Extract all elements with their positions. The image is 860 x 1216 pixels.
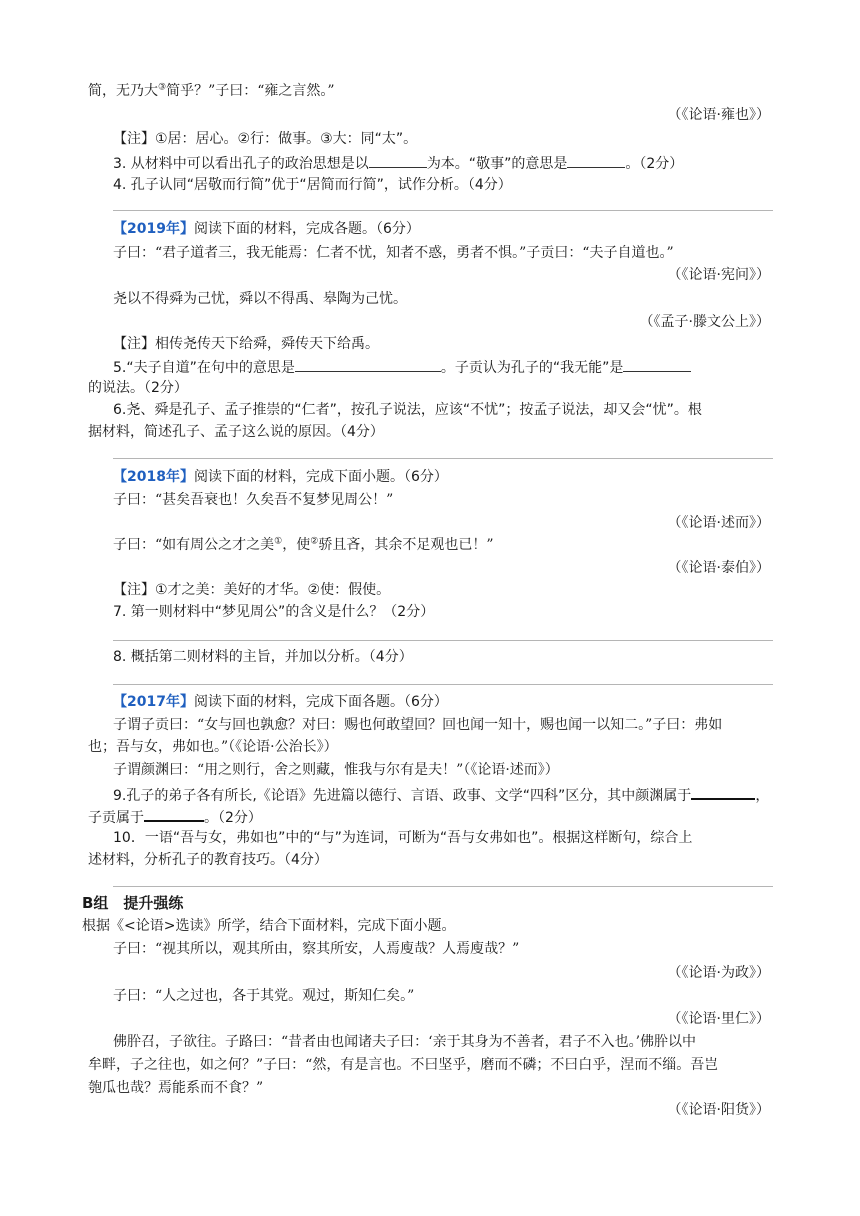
section-heading: B组 提升强练 [82, 894, 184, 912]
passage-line: 匏瓜也哉？焉能系而不食？” [88, 1080, 264, 1096]
note: 【注】①居：居心。②行：做事。③大：同“太”。 [113, 131, 418, 147]
passage-line: 子谓子贡曰：“女与回也孰愈？对曰：赐也何敢望回？回也闻一知十，赐也闻一以知二。”子曰：弗如 [113, 717, 723, 733]
passage-line: 牟畔，子之往也，如之何？”子曰：“然，有是言也。不曰坚乎，磨而不磷；不曰白乎，涅而不缁。吾岂 [88, 1057, 719, 1073]
section-2017-header: 【2017年】阅读下面的材料，完成下面各题。（6分） [113, 694, 448, 710]
note: 【注】①才之美：美好的才华。②使：假使。 [113, 582, 391, 598]
source-citation: （《论语·雍也》） [667, 107, 770, 123]
question-6-cont: 据材料，简述孔子、孟子这么说的原因。（4分） [88, 424, 384, 440]
passage-line: 佛肸召，子欲往。子路曰：“昔者由也闻诸夫子曰：‘亲于其身为不善者，君子不入也。’佛肸以中 [113, 1034, 697, 1050]
question-4: 4. 孔子认同“居敬而行简”优于“居简而行简”，试作分析。（4分） [113, 177, 512, 193]
answer-blank[interactable] [623, 357, 691, 372]
source-citation: （《论语·阳货》） [667, 1102, 770, 1118]
passage-line: 子谓颜渊曰：“用之则行，舍之则藏，惟我与尔有是夫！”（《论语·述而》） [113, 762, 559, 778]
answer-line [113, 458, 773, 459]
passage-line: 尧以不得舜为己忧，舜以不得禹、皋陶为己忧。 [113, 291, 407, 307]
passage-line: 子曰：“视其所以，观其所由，察其所安，人焉廋哉？人焉廋哉？” [113, 941, 520, 957]
passage-line: 子曰：“君子道者三，我无能焉：仁者不忧，知者不惑，勇者不惧。”子贡曰：“夫子自道也。” [113, 245, 674, 261]
question-8: 8. 概括第二则材料的主旨，并加以分析。（4分） [113, 649, 413, 665]
passage-line: 子曰：“人之过也，各于其党。观过，斯知仁矣。” [113, 988, 415, 1004]
source-citation: （《论语·里仁》） [667, 1011, 770, 1027]
answer-line [113, 210, 773, 211]
answer-blank[interactable] [567, 153, 625, 168]
answer-blank[interactable] [144, 806, 204, 822]
question-5: 5.“夫子自道”在句中的意思是 。子贡认为孔子的“我无能”是 [113, 357, 691, 377]
source-citation: （《论语·宪问》） [667, 267, 770, 283]
answer-blank[interactable] [295, 357, 441, 372]
question-7: 7. 第一则材料中“梦见周公”的含义是什么？（2分） [113, 604, 435, 620]
passage-line: 也；吾与女，弗如也。”（《论语·公治长》） [88, 739, 338, 755]
section-2018-header: 【2018年】阅读下面的材料，完成下面小题。（6分） [113, 469, 448, 485]
answer-line [113, 640, 773, 641]
passage-line: 简，无乃大③简乎？”子曰：“雍之言然。” [88, 82, 335, 99]
source-citation: （《论语·述而》） [667, 515, 770, 531]
section-intro: 根据《<论语>选读》所学，结合下面材料，完成下面小题。 [82, 918, 456, 934]
answer-line [113, 684, 773, 685]
passage-line: 子曰：“甚矣吾衰也！久矣吾不复梦见周公！” [113, 492, 394, 508]
question-10: 10．一语“吾与女，弗如也”中的“与”为连词，可断为“吾与女弗如也”。根据这样断句，综合上 [113, 830, 693, 846]
question-10-cont: 述材料，分析孔子的教育技巧。（4分） [88, 852, 328, 868]
question-9-cont: 子贡属于 。（2分） [88, 806, 262, 827]
question-9: 9.孔子的弟子各有所长,《论语》先进篇以德行、言语、政事、文学“四科”区分，其中颜渊属于 ， [113, 784, 769, 805]
note: 【注】相传尧传天下给舜，舜传天下给禹。 [113, 336, 379, 352]
source-citation: （《论语·泰伯》） [667, 560, 770, 576]
source-citation: （《论语·为政》） [667, 965, 770, 981]
question-3: 3. 从材料中可以看出孔子的政治思想是以 为本。“敬事”的意思是 。（2分） [113, 153, 683, 173]
question-6: 6.尧、舜是孔子、孟子推崇的“仁者”，按孔子说法，应该“不忧”；按孟子说法，却又会“忧”。根 [113, 402, 702, 418]
answer-line [113, 886, 773, 887]
passage-line: 子曰：“如有周公之才之美①，使②骄且吝，其余不足观也已！” [113, 536, 494, 553]
section-2019-header: 【2019年】阅读下面的材料，完成各题。（6分） [113, 221, 420, 237]
answer-blank[interactable] [691, 784, 755, 800]
question-5-cont: 的说法。（2分） [88, 380, 188, 396]
source-citation: （《孟子·滕文公上》） [639, 314, 770, 330]
answer-blank[interactable] [369, 153, 427, 168]
